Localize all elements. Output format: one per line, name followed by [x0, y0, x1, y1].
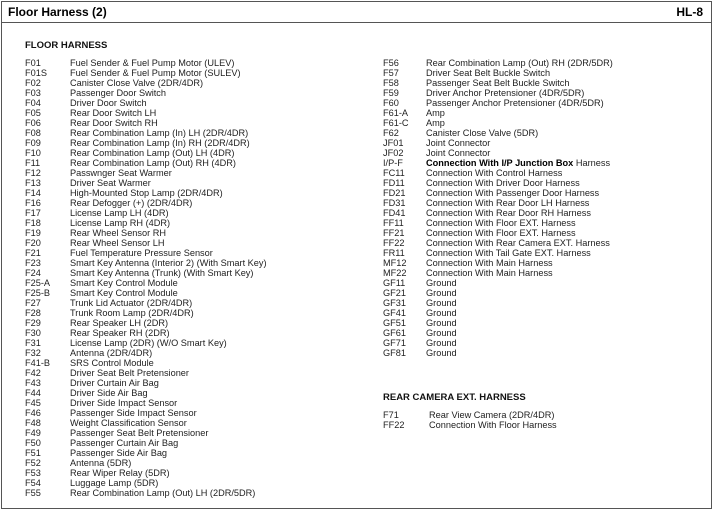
connector-description: Rear Wheel Sensor LH	[70, 238, 165, 248]
connector-description: Ground	[426, 288, 457, 298]
connector-description: Ground	[426, 338, 457, 348]
connector-row	[25, 448, 267, 458]
connector-description: Rear Combination Lamp (Out) RH (2DR/5DR)	[426, 58, 613, 68]
connector-row	[383, 238, 613, 248]
connector-description	[426, 158, 610, 168]
connector-description: Fuel Sender & Fuel Pump Motor (SULEV)	[70, 68, 241, 78]
connector-row	[25, 418, 267, 428]
connector-code: F43	[25, 378, 41, 388]
connector-code: F14	[25, 188, 41, 198]
connector-row	[383, 88, 613, 98]
connector-row	[25, 268, 267, 278]
page-frame	[1, 1, 712, 509]
connector-row	[25, 248, 267, 258]
connector-code: F55	[25, 488, 41, 498]
connector-code: F25-A	[25, 278, 51, 288]
connector-code: F54	[25, 478, 41, 488]
connector-row	[25, 458, 267, 468]
connector-code: F25-B	[25, 288, 51, 298]
connector-description: Connection With Rear Door RH Harness	[426, 208, 591, 218]
connector-row	[383, 328, 613, 338]
rear-camera-harness-title: REAR CAMERA EXT. HARNESS	[383, 392, 526, 403]
connector-code: F24	[25, 268, 41, 278]
connector-row	[383, 288, 613, 298]
connector-code: F50	[25, 438, 41, 448]
connector-description: Driver Door Switch	[70, 98, 147, 108]
connector-description-suffix: Harness	[575, 158, 611, 168]
connector-row	[25, 278, 267, 288]
connector-row	[25, 338, 267, 348]
connector-description: Smart Key Antenna (Interior 2) (With Smart Key)	[70, 258, 267, 268]
connector-code: F48	[25, 418, 41, 428]
connector-description: Canister Close Valve (2DR/4DR)	[70, 78, 204, 88]
connector-description: Rear Combination Lamp (Out) RH (4DR)	[70, 158, 236, 168]
page-id: HL-8	[676, 5, 703, 19]
connector-description: Rear Combination Lamp (Out) LH (2DR/5DR)	[70, 488, 256, 498]
connector-row	[25, 168, 267, 178]
connector-description: Joint Connector	[426, 138, 491, 148]
connector-description: Connection With Main Harness	[426, 268, 553, 278]
connector-row	[25, 428, 267, 438]
connector-row	[383, 178, 613, 188]
connector-row	[383, 158, 613, 168]
connector-code: F60	[383, 98, 399, 108]
connector-code: FC11	[383, 168, 405, 178]
connector-code: JF01	[383, 138, 404, 148]
connector-code: F59	[383, 88, 399, 98]
connector-description: Passenger Side Impact Sensor	[70, 408, 197, 418]
connector-description: Ground	[426, 308, 457, 318]
connector-row	[25, 118, 267, 128]
connector-description: Driver Seat Warmer	[70, 178, 151, 188]
connector-description: Trunk Lid Actuator (2DR/4DR)	[70, 298, 193, 308]
connector-code: FD11	[383, 178, 405, 188]
connector-code: F01	[25, 58, 41, 68]
floor-harness-left-list	[25, 58, 267, 498]
connector-row	[25, 488, 267, 498]
connector-description: Rear Combination Lamp (Out) LH (4DR)	[70, 148, 235, 158]
connector-row	[383, 78, 613, 88]
connector-description: Rear Door Switch RH	[70, 118, 158, 128]
connector-description-emphasis: Connection With I/P Junction Box	[426, 158, 574, 168]
connector-row	[383, 420, 557, 430]
connector-row	[383, 148, 613, 158]
connector-description: Driver Side Impact Sensor	[70, 398, 178, 408]
connector-description: Passenger Seat Belt Pretensioner	[70, 428, 209, 438]
connector-code: F17	[25, 208, 41, 218]
connector-row	[383, 298, 613, 308]
connector-row	[25, 78, 267, 88]
connector-code: GF61	[383, 328, 406, 338]
connector-code: F03	[25, 88, 41, 98]
connector-description: Rear Wheel Sensor RH	[70, 228, 166, 238]
connector-row	[25, 178, 267, 188]
connector-description: Passwnger Seat Warmer	[70, 168, 172, 178]
connector-code: F44	[25, 388, 41, 398]
connector-description: Luggage Lamp (5DR)	[70, 478, 159, 488]
connector-row	[383, 68, 613, 78]
connector-description: Driver Seat Belt Pretensioner	[70, 368, 189, 378]
connector-row	[383, 338, 613, 348]
connector-code: GF51	[383, 318, 406, 328]
connector-description: Canister Close Valve (5DR)	[426, 128, 539, 138]
connector-description: Amp	[426, 108, 445, 118]
connector-row	[25, 218, 267, 228]
connector-description: Rear View Camera (2DR/4DR)	[429, 410, 555, 420]
connector-row	[383, 98, 613, 108]
connector-row	[25, 158, 267, 168]
connector-description: Connection With Floor Harness	[429, 420, 557, 430]
connector-row	[25, 68, 267, 78]
connector-code: F51	[25, 448, 41, 458]
connector-row	[25, 98, 267, 108]
connector-row	[383, 268, 613, 278]
connector-description: Rear Speaker RH (2DR)	[70, 328, 170, 338]
connector-row	[25, 468, 267, 478]
connector-description: License Lamp RH (4DR)	[70, 218, 171, 228]
connector-description: Ground	[426, 278, 457, 288]
connector-code: F13	[25, 178, 41, 188]
connector-code: F01S	[25, 68, 47, 78]
connector-description: Passenger Curtain Air Bag	[70, 438, 179, 448]
connector-description: Passenger Anchor Pretensioner (4DR/5DR)	[426, 98, 604, 108]
connector-code: F29	[25, 318, 41, 328]
connector-code: F23	[25, 258, 41, 268]
connector-row	[383, 198, 613, 208]
connector-row	[25, 348, 267, 358]
connector-code: F49	[25, 428, 41, 438]
connector-code: F62	[383, 128, 399, 138]
connector-code: I/P-F	[383, 158, 403, 168]
connector-code: JF02	[383, 148, 404, 158]
connector-description: Ground	[426, 328, 457, 338]
connector-code: F46	[25, 408, 41, 418]
connector-description: Passenger Side Air Bag	[70, 448, 168, 458]
connector-description: Rear Door Switch LH	[70, 108, 157, 118]
connector-code: F21	[25, 248, 41, 258]
connector-row	[383, 138, 613, 148]
connector-description: Smart Key Antenna (Trunk) (With Smart Key)	[70, 268, 254, 278]
connector-description: Antenna (2DR/4DR)	[70, 348, 153, 358]
connector-description: Antenna (5DR)	[70, 458, 132, 468]
connector-row	[383, 128, 613, 138]
connector-code: MF12	[383, 258, 407, 268]
connector-description: Smart Key Control Module	[70, 288, 178, 298]
connector-row	[25, 328, 267, 338]
connector-code: F08	[25, 128, 41, 138]
connector-description: Ground	[426, 348, 457, 358]
connector-description: Smart Key Control Module	[70, 278, 178, 288]
connector-row	[383, 348, 613, 358]
connector-row	[25, 368, 267, 378]
connector-description: Connection With Passenger Door Harness	[426, 188, 600, 198]
connector-description: Rear Combination Lamp (In) LH (2DR/4DR)	[70, 128, 249, 138]
connector-description: License Lamp LH (4DR)	[70, 208, 169, 218]
connector-code: F31	[25, 338, 41, 348]
connector-code: FD31	[383, 198, 406, 208]
connector-row	[25, 258, 267, 268]
connector-code: F32	[25, 348, 41, 358]
connector-description: Driver Anchor Pretensioner (4DR/5DR)	[426, 88, 585, 98]
connector-row	[383, 248, 613, 258]
connector-row	[25, 208, 267, 218]
connector-row	[25, 358, 267, 368]
connector-row	[25, 108, 267, 118]
connector-row	[25, 128, 267, 138]
connector-row	[25, 58, 267, 68]
connector-description: Connection With Floor EXT. Harness	[426, 228, 576, 238]
connector-row	[25, 478, 267, 488]
connector-code: F12	[25, 168, 41, 178]
connector-description: Joint Connector	[426, 148, 491, 158]
connector-description: Connection With Rear Door LH Harness	[426, 198, 590, 208]
connector-description: Connection With Rear Camera EXT. Harness	[426, 238, 610, 248]
connector-row	[383, 228, 613, 238]
connector-row	[383, 278, 613, 288]
connector-code: F57	[383, 68, 399, 78]
floor-harness-right-list	[383, 58, 613, 358]
connector-code: FF22	[383, 420, 405, 430]
connector-description: Passenger Seat Belt Buckle Switch	[426, 78, 570, 88]
connector-row	[383, 308, 613, 318]
page-header	[2, 2, 711, 23]
connector-description: Fuel Sender & Fuel Pump Motor (ULEV)	[70, 58, 235, 68]
connector-code: F20	[25, 238, 41, 248]
connector-row	[25, 408, 267, 418]
connector-code: F30	[25, 328, 41, 338]
connector-description: Rear Speaker LH (2DR)	[70, 318, 169, 328]
connector-row	[383, 188, 613, 198]
connector-description: Driver Curtain Air Bag	[70, 378, 159, 388]
connector-row	[383, 258, 613, 268]
rear-camera-harness-list	[383, 410, 557, 430]
connector-row	[383, 58, 613, 68]
floor-harness-title: FLOOR HARNESS	[25, 40, 108, 51]
connector-description: Rear Combination Lamp (In) RH (2DR/4DR)	[70, 138, 250, 148]
connector-description: License Lamp (2DR) (W/O Smart Key)	[70, 338, 227, 348]
connector-row	[383, 168, 613, 178]
connector-code: FF22	[383, 238, 405, 248]
connector-code: F41-B	[25, 358, 51, 368]
connector-code: GF41	[383, 308, 406, 318]
connector-code: F52	[25, 458, 41, 468]
connector-row	[25, 308, 267, 318]
connector-description: Connection With Control Harness	[426, 168, 563, 178]
connector-row	[383, 410, 557, 420]
connector-code: GF71	[383, 338, 406, 348]
connector-description: Passenger Door Switch	[70, 88, 167, 98]
connector-code: F56	[383, 58, 399, 68]
connector-description: SRS Control Module	[70, 358, 154, 368]
connector-row	[25, 378, 267, 388]
connector-code: F09	[25, 138, 41, 148]
connector-description: Connection With Tail Gate EXT. Harness	[426, 248, 591, 258]
connector-description: Driver Side Air Bag	[70, 388, 148, 398]
connector-code: FD21	[383, 188, 406, 198]
connector-row	[25, 228, 267, 238]
connector-code: GF11	[383, 278, 406, 288]
document-title: Floor Harness (2)	[8, 5, 107, 19]
connector-row	[25, 288, 267, 298]
connector-description: Connection With Main Harness	[426, 258, 553, 268]
connector-row	[25, 398, 267, 408]
connector-code: FD41	[383, 208, 406, 218]
connector-row	[383, 318, 613, 328]
connector-code: F53	[25, 468, 41, 478]
connector-description: Weight Classification Sensor	[70, 418, 187, 428]
connector-code: F42	[25, 368, 41, 378]
connector-row	[25, 388, 267, 398]
connector-row	[383, 108, 613, 118]
connector-row	[25, 238, 267, 248]
connector-code: FF11	[383, 218, 404, 228]
connector-code: GF31	[383, 298, 406, 308]
connector-code: F58	[383, 78, 399, 88]
connector-code: F04	[25, 98, 41, 108]
connector-code: F16	[25, 198, 41, 208]
connector-code: F61-C	[383, 118, 409, 128]
connector-row	[25, 318, 267, 328]
connector-description: Fuel Temperature Pressure Sensor	[70, 248, 213, 258]
connector-code: F10	[25, 148, 41, 158]
connector-description: Trunk Room Lamp (2DR/4DR)	[70, 308, 194, 318]
connector-description: Rear Defogger (+) (2DR/4DR)	[70, 198, 193, 208]
connector-row	[25, 438, 267, 448]
connector-description: Driver Seat Belt Buckle Switch	[426, 68, 551, 78]
connector-row	[383, 218, 613, 228]
connector-row	[25, 88, 267, 98]
connector-description: High-Mounted Stop Lamp (2DR/4DR)	[70, 188, 223, 198]
connector-code: FF21	[383, 228, 405, 238]
connector-row	[25, 298, 267, 308]
connector-description: Connection With Floor EXT. Harness	[426, 218, 576, 228]
connector-code: F18	[25, 218, 41, 228]
connector-description: Ground	[426, 318, 457, 328]
connector-code: F28	[25, 308, 41, 318]
connector-code: F71	[383, 410, 399, 420]
connector-code: F19	[25, 228, 41, 238]
connector-code: GF21	[383, 288, 406, 298]
connector-row	[25, 148, 267, 158]
connector-description: Rear Wiper Relay (5DR)	[70, 468, 170, 478]
connector-code: F11	[25, 158, 41, 168]
connector-description: Ground	[426, 298, 457, 308]
connector-code: F27	[25, 298, 41, 308]
connector-code: F45	[25, 398, 41, 408]
connector-code: FR11	[383, 248, 405, 258]
connector-code: GF81	[383, 348, 406, 358]
connector-code: MF22	[383, 268, 407, 278]
connector-code: F05	[25, 108, 41, 118]
connector-code: F61-A	[383, 108, 409, 118]
connector-description: Amp	[426, 118, 445, 128]
connector-row	[383, 208, 613, 218]
connector-description: Connection With Driver Door Harness	[426, 178, 580, 188]
connector-row	[25, 138, 267, 148]
connector-code: F06	[25, 118, 41, 128]
connector-row	[25, 198, 267, 208]
connector-row	[383, 118, 613, 128]
connector-code: F02	[25, 78, 41, 88]
connector-row	[25, 188, 267, 198]
